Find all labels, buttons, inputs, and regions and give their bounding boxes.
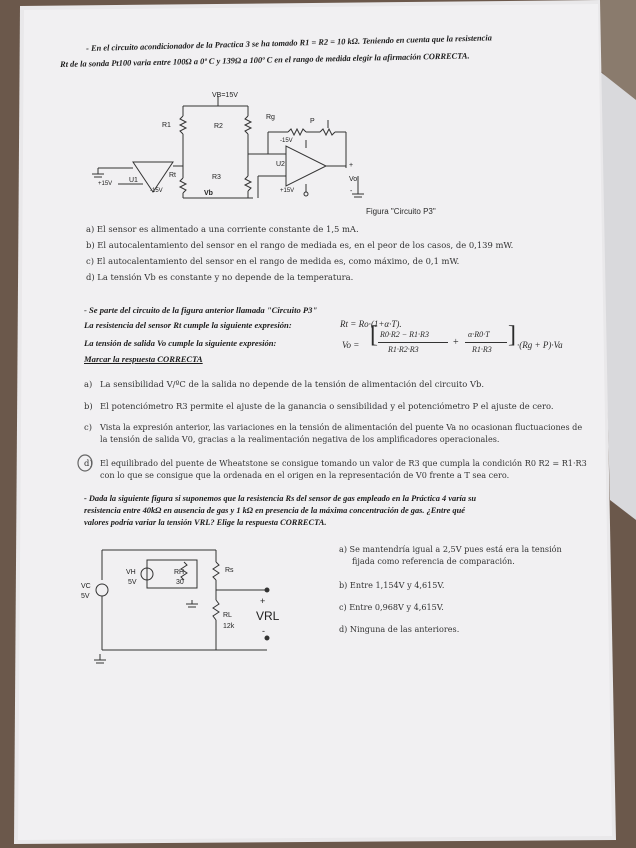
q1-option-c[interactable]: c) El autocalentamiento del sensor en el rango de medida es, como máximo, de 0,1 mW. xyxy=(86,256,460,266)
label-u2: U2 xyxy=(276,161,285,168)
label-vb-supply: VB=15V xyxy=(212,92,238,99)
label-rs: Rs xyxy=(225,567,234,574)
q2-option-d-letter: d) xyxy=(84,458,93,468)
label-vc-value: 5V xyxy=(81,593,90,600)
formula-bracket-right: ] xyxy=(508,322,516,348)
label-rh-value: 30 xyxy=(176,579,184,586)
q3-option-c[interactable]: c) Entre 0,968V y 4,615V. xyxy=(339,602,444,612)
q3-option-d[interactable]: d) Ninguna de las anteriores. xyxy=(339,624,460,634)
q2-option-c-line2: la tensión de salida V0, gracias a la realimentación negativa de los amplificadores operacionales. xyxy=(100,434,500,444)
question-2-rt-line: La resistencia del sensor Rt cumple la siguiente expresión: xyxy=(84,320,292,330)
question-3-intro-line3: valores podría variar la tensión VRL? Elige la respuesta CORRECTA. xyxy=(84,518,327,527)
question-1-intro-line2: Rt de la sonda Pt100 varia entre 100Ω a 0º C y 139Ω a 100º C en el rango de medida elegir la afirmación CORRECTA. xyxy=(60,51,470,69)
label-vh-value: 5V xyxy=(128,579,137,586)
rt-formula: Rt = Ro·(1+α·T). xyxy=(340,319,402,329)
question-2-intro: - Se parte del circuito de la figura anterior llamada "Circuito P3" xyxy=(84,305,318,315)
label-r3: R3 xyxy=(212,174,221,181)
label-minus15-u2: -15V xyxy=(280,138,293,144)
q2-option-d-line1: El equilibrado del puente de Wheatstone se consigue tomando un valor de R3 que cumpla la condición R0 R2 = R1·R3 xyxy=(100,458,587,468)
q2-option-a-letter: a) xyxy=(84,379,93,389)
label-rg: Rg xyxy=(266,114,275,121)
formula-frac1-num: R0·R2 − R1·R3 xyxy=(380,330,429,339)
label-p: P xyxy=(310,118,315,125)
q2-option-d-line2: con lo que se consigue que la ordenada en el origen en la representación de V0 frente a T sea cero. xyxy=(100,470,510,480)
handwritten-circle-mark xyxy=(75,452,95,474)
q3-option-a-line2: fijada como referencia de comparación. xyxy=(352,556,515,566)
label-r2: R2 xyxy=(214,123,223,130)
label-rt: Rt xyxy=(169,172,176,179)
q3-option-b[interactable]: b) Entre 1,154V y 4,615V. xyxy=(339,580,445,590)
label-vb-node: Vb xyxy=(204,190,213,197)
q2-option-c-letter: c) xyxy=(84,422,92,432)
formula-frac1-bar xyxy=(378,342,448,343)
label-rl: RL xyxy=(223,612,232,619)
q1-option-b[interactable]: b) El autocalentamiento del sensor en el rango de mediada es, en el peor de los casos, de 0,139 mW. xyxy=(86,240,514,250)
label-vo: Vo xyxy=(349,176,358,183)
formula-plus: + xyxy=(453,337,459,348)
label-vh: VH xyxy=(126,569,136,576)
q1-option-a[interactable]: a) El sensor es alimentado a una corriente constante de 1,5 mA. xyxy=(86,224,359,234)
question-1-intro-line1: - En el circuito acondicionador de la Practica 3 se ha tomado R1 = R2 = 10 kΩ. Teniendo en cuenta que la resistencia xyxy=(86,33,492,53)
q2-option-c-line1: Vista la expresión anterior, las variaciones en la tensión de alimentación del puente Va no ocasionan fluctuaciones de xyxy=(100,422,583,432)
formula-frac2-bar xyxy=(465,342,507,343)
label-vrl: VRL xyxy=(256,609,280,623)
question-3-intro-line2: resistencia entre 40kΩ en ausencia de gas y 1 kΩ en presencia de la máxima concentración de gas. ¿Entre qué xyxy=(84,506,465,515)
label-vc: VC xyxy=(81,583,91,590)
label-minus15-u1: -15V xyxy=(150,188,163,194)
formula-frac1-den: R1·R2·R3 xyxy=(388,345,419,354)
label-r1: R1 xyxy=(162,122,171,129)
question-3-intro-line1: - Dada la siguiente figura si suponemos que la resistencia Rs del sensor de gas empleado en la Práctica 4 varía su xyxy=(84,494,477,503)
formula-tail: ·(Rg + P)·Va xyxy=(517,340,563,350)
label-u1: U1 xyxy=(129,177,138,184)
formula-bracket-left: [ xyxy=(370,322,378,348)
formula-frac2-den: R1·R3 xyxy=(472,345,492,354)
label-plus15-u2: +15V xyxy=(280,188,295,194)
circuit-p3-diagram xyxy=(88,82,388,212)
q1-option-d[interactable]: d) La tensión Vb es constante y no depende de la temperatura. xyxy=(86,272,354,282)
label-rl-value: 12k xyxy=(223,623,235,630)
q2-option-b-text: El potenciómetro R3 permite el ajuste de la ganancia o sensibilidad y el potenciómetro P el ajuste de cero. xyxy=(100,401,554,411)
q2-option-b-letter: b) xyxy=(84,401,93,411)
formula-frac2-num: α·R0·T xyxy=(468,330,490,339)
q2-option-a-text: La sensibilidad V/ºC de la salida no depende de la tensión de alimentación del circuito Vb. xyxy=(100,379,485,389)
label-plus15-u1: +15V xyxy=(98,181,113,187)
q3-option-a-line1: a) Se mantendría igual a 2,5V pues está era la tensión xyxy=(339,544,562,554)
label-vrl-plus: + xyxy=(260,596,266,606)
label-vo-minus: - xyxy=(350,188,353,195)
formula-lhs: Vo = xyxy=(342,340,360,350)
question-2-mark-line: Marcar la respuesta CORRECTA xyxy=(84,354,203,364)
question-2-vo-line: La tensión de salida Vo cumple la siguiente expresión: xyxy=(84,338,277,348)
exam-page xyxy=(22,12,616,844)
label-vrl-minus: - xyxy=(262,626,265,636)
label-vo-plus: + xyxy=(349,162,354,169)
figure-caption: Figura "Circuito P3" xyxy=(366,207,436,216)
label-rh: RH xyxy=(174,569,185,576)
